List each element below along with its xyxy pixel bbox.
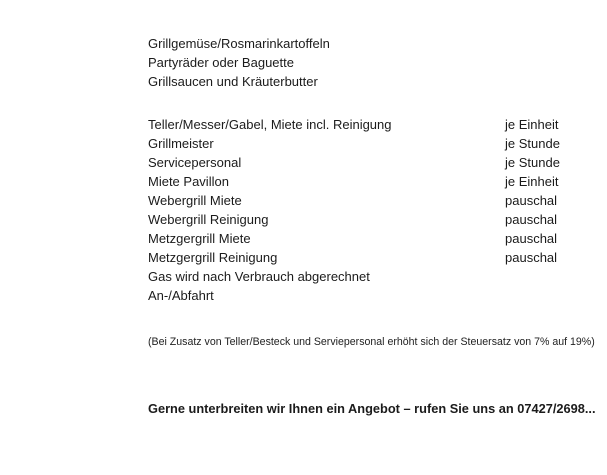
menu-line: Grillgemüse/Rosmarinkartoffeln xyxy=(148,36,330,51)
price-list-row xyxy=(148,229,588,248)
item-label: Gas wird nach Verbrauch abgerechnet xyxy=(148,269,370,284)
offer-line: Gerne unterbreiten wir Ihnen ein Angebot – rufen Sie uns an 07427/2698... xyxy=(148,401,596,416)
menu-line: Grillsaucen und Kräuterbutter xyxy=(148,74,318,89)
price-list-row xyxy=(148,153,588,172)
unit-label: pauschal xyxy=(505,212,558,227)
menu-line: Partyräder oder Baguette xyxy=(148,55,294,70)
item-label: Webergrill Miete xyxy=(148,193,242,208)
unit-label: pauschal xyxy=(505,250,558,265)
unit-label: pauschal xyxy=(505,193,558,208)
item-label: Teller/Messer/Gabel, Miete incl. Reinigung xyxy=(148,117,392,132)
tax-note: (Bei Zusatz von Teller/Besteck und Serviepersonal erhöht sich der Steuersatz von 7% auf 19%) xyxy=(148,336,595,348)
price-list xyxy=(148,115,588,305)
item-label: Miete Pavillon xyxy=(148,174,229,189)
price-list-row xyxy=(148,286,588,305)
menu-block xyxy=(148,34,330,91)
price-list-row xyxy=(148,210,588,229)
unit-label: je Einheit xyxy=(505,174,559,189)
item-label: Servicepersonal xyxy=(148,155,242,170)
price-list-row xyxy=(148,172,588,191)
item-label: Metzgergrill Miete xyxy=(148,231,251,246)
price-list-row xyxy=(148,248,588,267)
item-label: An-/Abfahrt xyxy=(148,288,214,303)
price-list-row xyxy=(148,115,588,134)
unit-label: je Stunde xyxy=(505,136,560,151)
price-list-row xyxy=(148,134,588,153)
unit-label: je Einheit xyxy=(505,117,559,132)
item-label: Grillmeister xyxy=(148,136,214,151)
price-list-row xyxy=(148,267,588,286)
item-label: Metzgergrill Reinigung xyxy=(148,250,278,265)
unit-label: pauschal xyxy=(505,231,558,246)
unit-label: je Stunde xyxy=(505,155,560,170)
item-label: Webergrill Reinigung xyxy=(148,212,269,227)
price-list-row xyxy=(148,191,588,210)
